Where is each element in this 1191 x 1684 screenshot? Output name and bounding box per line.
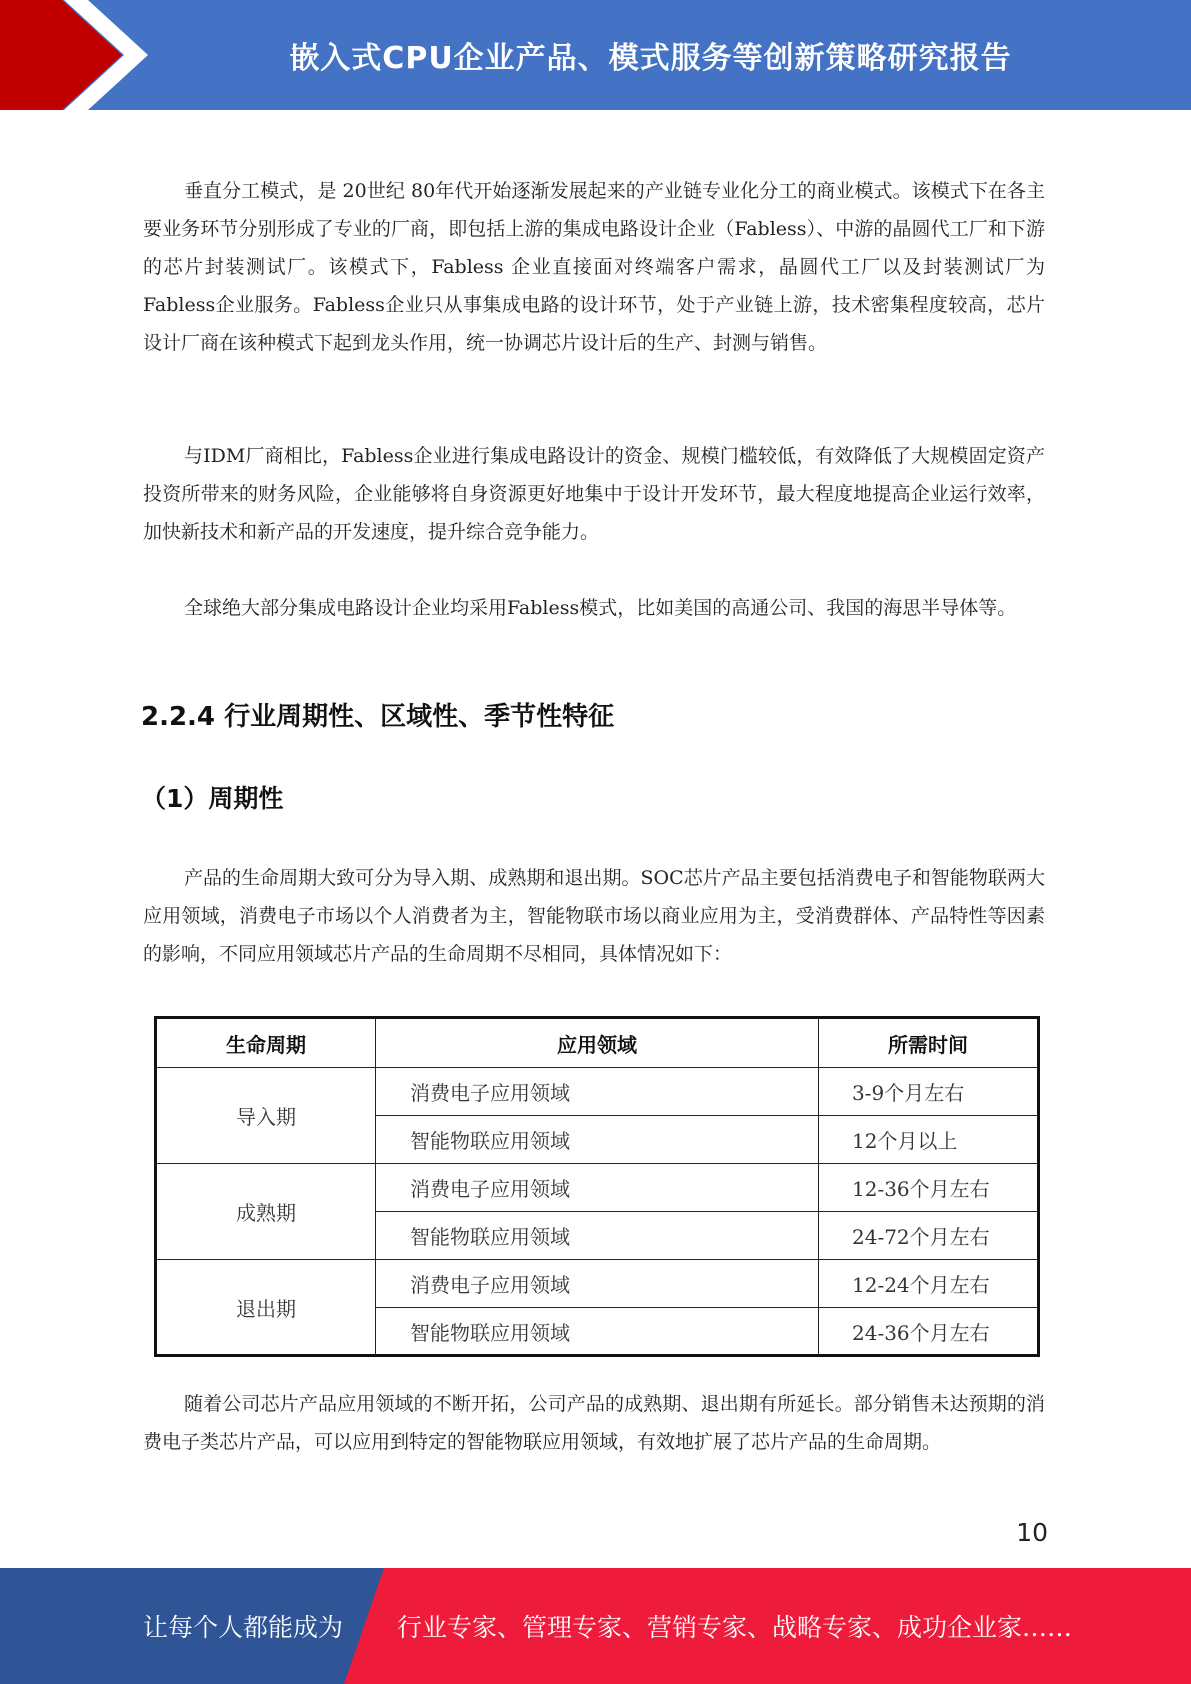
table-row (156, 1164, 1039, 1212)
stage-cell: 成熟期 (156, 1164, 376, 1260)
body-paragraph-lifecycle-extension: 随着公司芯片产品应用领域的不断开拓，公司产品的成熟期、退出期有所延长。部分销售未达预期的消费电子类芯片产品，可以应用到特定的智能物联应用领域，有效地扩展了芯片产品的生命周期。 (143, 1393, 1045, 1453)
footer-slogan-right: 行业专家、管理专家、营销专家、战略专家、成功企业家…… (397, 1613, 1073, 1642)
body-paragraph-lifecycle-intro: 产品的生命周期大致可分为导入期、成熟期和退出期。SOC芯片产品主要包括消费电子和智能物联两大应用领域，消费电子市场以个人消费者为主，智能物联市场以商业应用为主，受消费群体、产品特性等因素的影响，不同应用领域芯片产品的生命周期不尽相同，具体情况如下： (143, 867, 1045, 965)
field-cell: 消费电子应用领域 (376, 1068, 819, 1116)
field-cell: 智能物联应用领域 (376, 1212, 819, 1260)
time-cell: 24-72个月左右 (819, 1212, 1039, 1260)
field-cell: 消费电子应用领域 (376, 1164, 819, 1212)
footer-slogan-left: 让每个人都能成为 (143, 1613, 344, 1642)
report-title: 嵌入式CPU企业产品、模式服务等创新策略研究报告 (289, 41, 1012, 76)
body-paragraph-fabless-examples: 全球绝大部分集成电路设计企业均采用Fabless模式，比如美国的高通公司、我国的海思半导体等。 (184, 597, 1017, 619)
page-header (0, 0, 1191, 110)
body-paragraph-vertical-division: 垂直分工模式，是 20世纪 80年代开始逐渐发展起来的产业链专业化分工的商业模式。该模式下在各主要业务环节分别形成了专业的厂商，即包括上游的集成电路设计企业（Fabless）、中游的晶圆代工厂和下游的芯片封装测试厂。该模式下，Fabless 企业直接面对终端客户需求，晶圆代工厂以及封装测试厂为Fabless企业服务。Fabless企业只从事集成电路的设计环节，处于产业链上游，技术密集程度较高，芯片设计厂商在该种模式下起到龙头作用，统一协调芯片设计后的生产、封测与销售。 (143, 180, 1045, 354)
stage-cell: 退出期 (156, 1260, 376, 1356)
page-footer (0, 1568, 1191, 1684)
time-cell: 24-36个月左右 (819, 1308, 1039, 1356)
time-cell: 12-24个月左右 (819, 1260, 1039, 1308)
lifecycle-table (154, 1016, 1040, 1357)
table-row (156, 1260, 1039, 1308)
column-header-field: 应用领域 (376, 1018, 819, 1068)
field-cell: 智能物联应用领域 (376, 1116, 819, 1164)
body-paragraph-fabless-advantages: 与IDM厂商相比，Fabless企业进行集成电路设计的资金、规模门槛较低，有效降低了大规模固定资产投资所带来的财务风险，企业能够将自身资源更好地集中于设计开发环节，最大程度地提高企业运行效率，加快新技术和新产品的开发速度，提升综合竞争能力。 (143, 445, 1045, 543)
table-row (156, 1068, 1039, 1116)
stage-cell: 导入期 (156, 1068, 376, 1164)
table-header-row (156, 1018, 1039, 1068)
column-header-stage: 生命周期 (156, 1018, 376, 1068)
time-cell: 12个月以上 (819, 1116, 1039, 1164)
section-heading: 2.2.4 行业周期性、区域性、季节性特征 (141, 702, 615, 732)
field-cell: 智能物联应用领域 (376, 1308, 819, 1356)
column-header-time: 所需时间 (819, 1018, 1039, 1068)
page-number: 10 (1016, 1518, 1048, 1547)
subsection-heading: （1）周期性 (141, 784, 284, 813)
field-cell: 消费电子应用领域 (376, 1260, 819, 1308)
time-cell: 12-36个月左右 (819, 1164, 1039, 1212)
time-cell: 3-9个月左右 (819, 1068, 1039, 1116)
